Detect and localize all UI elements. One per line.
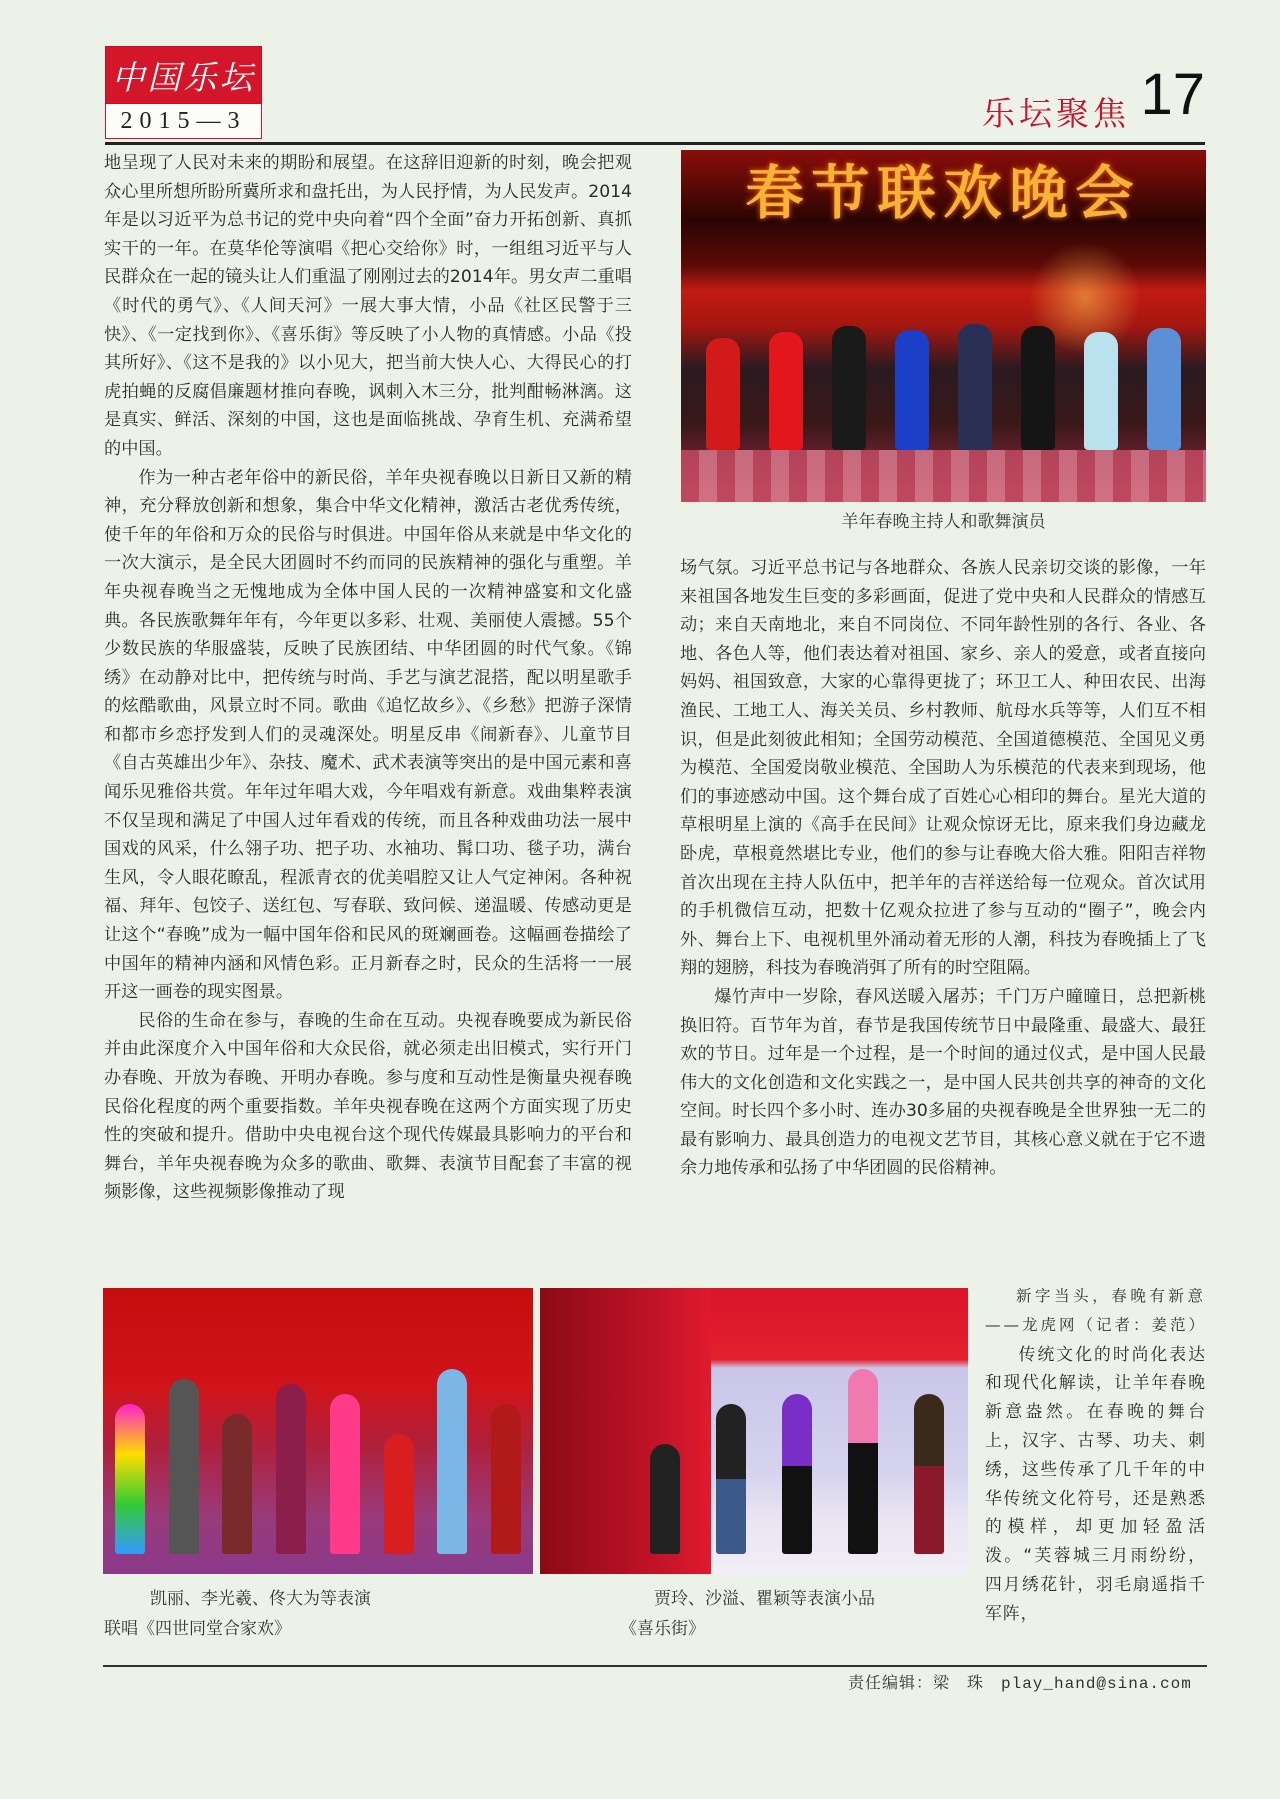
source-credit: 新字当头，春晚有新意——龙虎网（记者：姜范）	[985, 1287, 1208, 1334]
paragraph: 场气氛。习近平总书记与各地群众、各族人民亲切交谈的影像，一年来祖国各地发生巨变的多彩画面，促进了党中央和人民群众的情感互动；来自天南地北，来自不同岗位、不同年龄性别的各行、各业、各地、各色人等，他们表达着对祖国、家乡、亲人的爱意，或者直接向妈妈、祖国致意，大家的心靠得更拢了；环卫工人、种田农民、出海渔民、工地工人、海关关员、乡村教师、航母水兵等等，人们互不相识，但是此刻彼此相知；全国劳动模范、全国道德模范、全国见义勇为模范、全国爱岗敬业模范、全国助人为乐模范的代表来到现场，他们的事迹感动中国。这个舞台成了百姓心心相印的舞台。星光大道的草根明星上演的《高手在民间》让观众惊讶无比，原来我们身边藏龙卧虎，草根竟然堪比专业，他们的参与让春晚大俗大雅。阳阳吉祥物首次出现在主持人队伍中，把羊年的吉祥送给每一位观众。首次试用的手机微信互动，把数十亿观众拉进了参与互动的“圈子”，晚会内外、舞台上下、电视机里外涌动着无形的人潮，科技为春晚插上了飞翔的翅膀，科技为春晚消弭了所有的时空阻隔。	[680, 558, 1206, 979]
person-figure	[437, 1369, 467, 1554]
person-figure	[782, 1394, 812, 1554]
person-figure	[895, 330, 929, 450]
bottom-left-caption	[104, 1584, 534, 1644]
issue-number: 2015—3	[105, 104, 262, 139]
comedy-sketch-photo	[540, 1288, 968, 1574]
paragraph: 传统文化的时尚化表达和现代化解读，让羊年春晚新意盎然。在春晚的舞台上，汉字、古琴、功夫、刺绣，这些传承了几千年的中华传统文化符号，还是熟悉的模样，却更加轻盈活泼。“芙蓉城三月雨纷纷，四月绣花针，羽毛扇遥指千军阵，	[985, 1343, 1206, 1623]
page-number: 17	[1140, 62, 1205, 127]
person-figure	[716, 1404, 746, 1554]
stage-floor	[681, 450, 1206, 502]
person-figure	[1147, 328, 1181, 450]
person-figure	[330, 1394, 360, 1554]
person-figure	[832, 326, 866, 450]
article-left-column	[104, 149, 632, 1207]
person-figure	[222, 1414, 252, 1554]
magazine-title: 中国乐坛	[105, 46, 262, 104]
hosts-lineup	[681, 300, 1206, 450]
editor-credit: 责任编辑：梁 珠 play_hand@sina.com	[848, 1675, 1192, 1693]
performers-group	[540, 1354, 968, 1554]
paragraph: 作为一种古老年俗中的新民俗，羊年央视春晚以日新日又新的精神，充分释放创新和想象，集合中华文化精神，激活古老优秀传统，使千年的年俗和万众的民俗与时俱进。中国年俗从来就是中华文化的一次大演示，是全民大团圆时不约而同的民族精神的强化与重塑。羊年央视春晚当之无愧地成为全体中国人民的一次精神盛宴和文化盛典。各民族歌舞年年有，今年更以多彩、壮观、美丽使人震撼。55个少数民族的华服盛装，反映了民族团结、中华团圆的时代气象。《锦绣》在动静对比中，把传统与时尚、手艺与演艺混搭，配以明星歌手的炫酷歌曲，风景立时不同。歌曲《追忆故乡》、《乡愁》把游子深情和都市乡恋抒发到人们的灵魂深处。明星反串《闹新春》、儿童节目《自古英雄出少年》、杂技、魔术、武术表演等突出的是中国元素和喜闻乐见雅俗共赏。年年过年唱大戏，今年唱戏有新意。戏曲集粹表演不仅呈现和满足了中国人过年看戏的传统，而且各种戏曲功法一展中国戏的风采，什么翎子功、把子功、水袖功、髯口功、毯子功，满台生风，令人眼花瞭乱，程派青衣的优美唱腔又让人气定神闲。各种祝福、拜年、包饺子、送红包、写春联、致问候、递温暖、传感动更是让这个“春晚”成为一幅中国年俗和民风的斑斓画卷。这幅画卷描绘了中国年的精神内涵和风情色彩。正月新春之时，民众的生活将一一展开这一画卷的现实图景。	[104, 467, 632, 1003]
person-figure	[1084, 332, 1118, 450]
paragraph: 地呈现了人民对未来的期盼和展望。在这辞旧迎新的时刻，晚会把观众心里所想所盼所冀所求和盘托出，为人民抒情，为人民发声。2014年是以习近平为总书记的党中央向着“四个全面”奋力开拓创新、真抓实干的一年。在莫华伦等演唱《把心交给你》时，一组组习近平与人民群众在一起的镜头让人们重温了刚刚过去的2014年。男女声二重唱《时代的勇气》、《人间天河》一展大事大情，小品《社区民警于三快》、《一定找到你》、《喜乐街》等反映了小人物的真情感。小品《投其所好》、《这不是我的》以小见大，把当前大快人心、大得民心的打虎拍蝇的反腐倡廉题材推向春晚，讽刺入木三分，批判酣畅淋漓。这是真实、鲜活、深刻的中国，这也是面临挑战、孕育生机、充满希望的中国。	[104, 153, 632, 459]
person-figure	[769, 332, 803, 450]
stage-banner: 春节联欢晚会	[745, 159, 1142, 227]
person-figure	[276, 1384, 306, 1554]
person-figure	[1021, 326, 1055, 450]
caption-line: 贾玲、沙溢、瞿颖等表演小品	[654, 1589, 875, 1609]
person-figure	[491, 1404, 521, 1554]
person-figure	[914, 1394, 944, 1554]
caption-line: 《喜乐街》	[620, 1619, 705, 1639]
gala-hosts-photo	[681, 150, 1206, 502]
person-figure	[169, 1379, 199, 1554]
section-title: 乐坛聚焦	[982, 94, 1130, 133]
paragraph: 民俗的生命在参与，春晚的生命在互动。央视春晚要成为新民俗并由此深度介入中国年俗和大众民俗，就必须走出旧模式，实行开门办春晚、开放为春晚、开明办春晚。参与度和互动性是衡量央视春晚民俗化程度的两个重要指数。羊年央视春晚在这两个方面实现了历史性的突破和提升。借助中央电视台这个现代传媒最具影响力的平台和舞台，羊年央视春晚为众多的歌曲、歌舞、表演节目配套了丰富的视频影像，这些视频影像推动了现	[104, 1010, 632, 1203]
person-figure	[706, 338, 740, 450]
footer-divider	[103, 1665, 1207, 1667]
magazine-logo	[105, 46, 262, 138]
person-figure	[115, 1404, 145, 1554]
family-song-photo	[103, 1288, 533, 1574]
caption-line: 凯丽、李光羲、佟大为等表演	[150, 1589, 371, 1609]
person-figure	[848, 1369, 878, 1554]
sidebar-column	[985, 1282, 1206, 1628]
performers-group	[103, 1354, 533, 1554]
person-figure	[384, 1434, 414, 1554]
article-right-column	[680, 554, 1206, 1183]
bottom-right-caption	[620, 1584, 980, 1644]
person-figure	[650, 1444, 680, 1554]
person-figure	[958, 324, 992, 450]
paragraph: 爆竹声中一岁除，春风送暖入屠苏；千门万户曈曈日，总把新桃换旧符。百节年为首，春节是我国传统节日中最隆重、最盛大、最狂欢的节日。过年是一个过程，是一个时间的通过仪式，是中国人民最伟大的文化创造和文化实践之一，是中国人民共创共享的神奇的文化空间。时长四个多小时、连办30多届的央视春晚是全世界独一无二的最有影响力、最具创造力的电视文艺节目，其核心意义就在于它不遗余力地传承和弘扬了中华团圆的民俗精神。	[680, 986, 1206, 1179]
header-divider	[105, 142, 1205, 145]
top-photo-caption: 羊年春晚主持人和歌舞演员	[841, 512, 1046, 532]
caption-line: 联唱《四世同堂合家欢》	[104, 1619, 291, 1639]
